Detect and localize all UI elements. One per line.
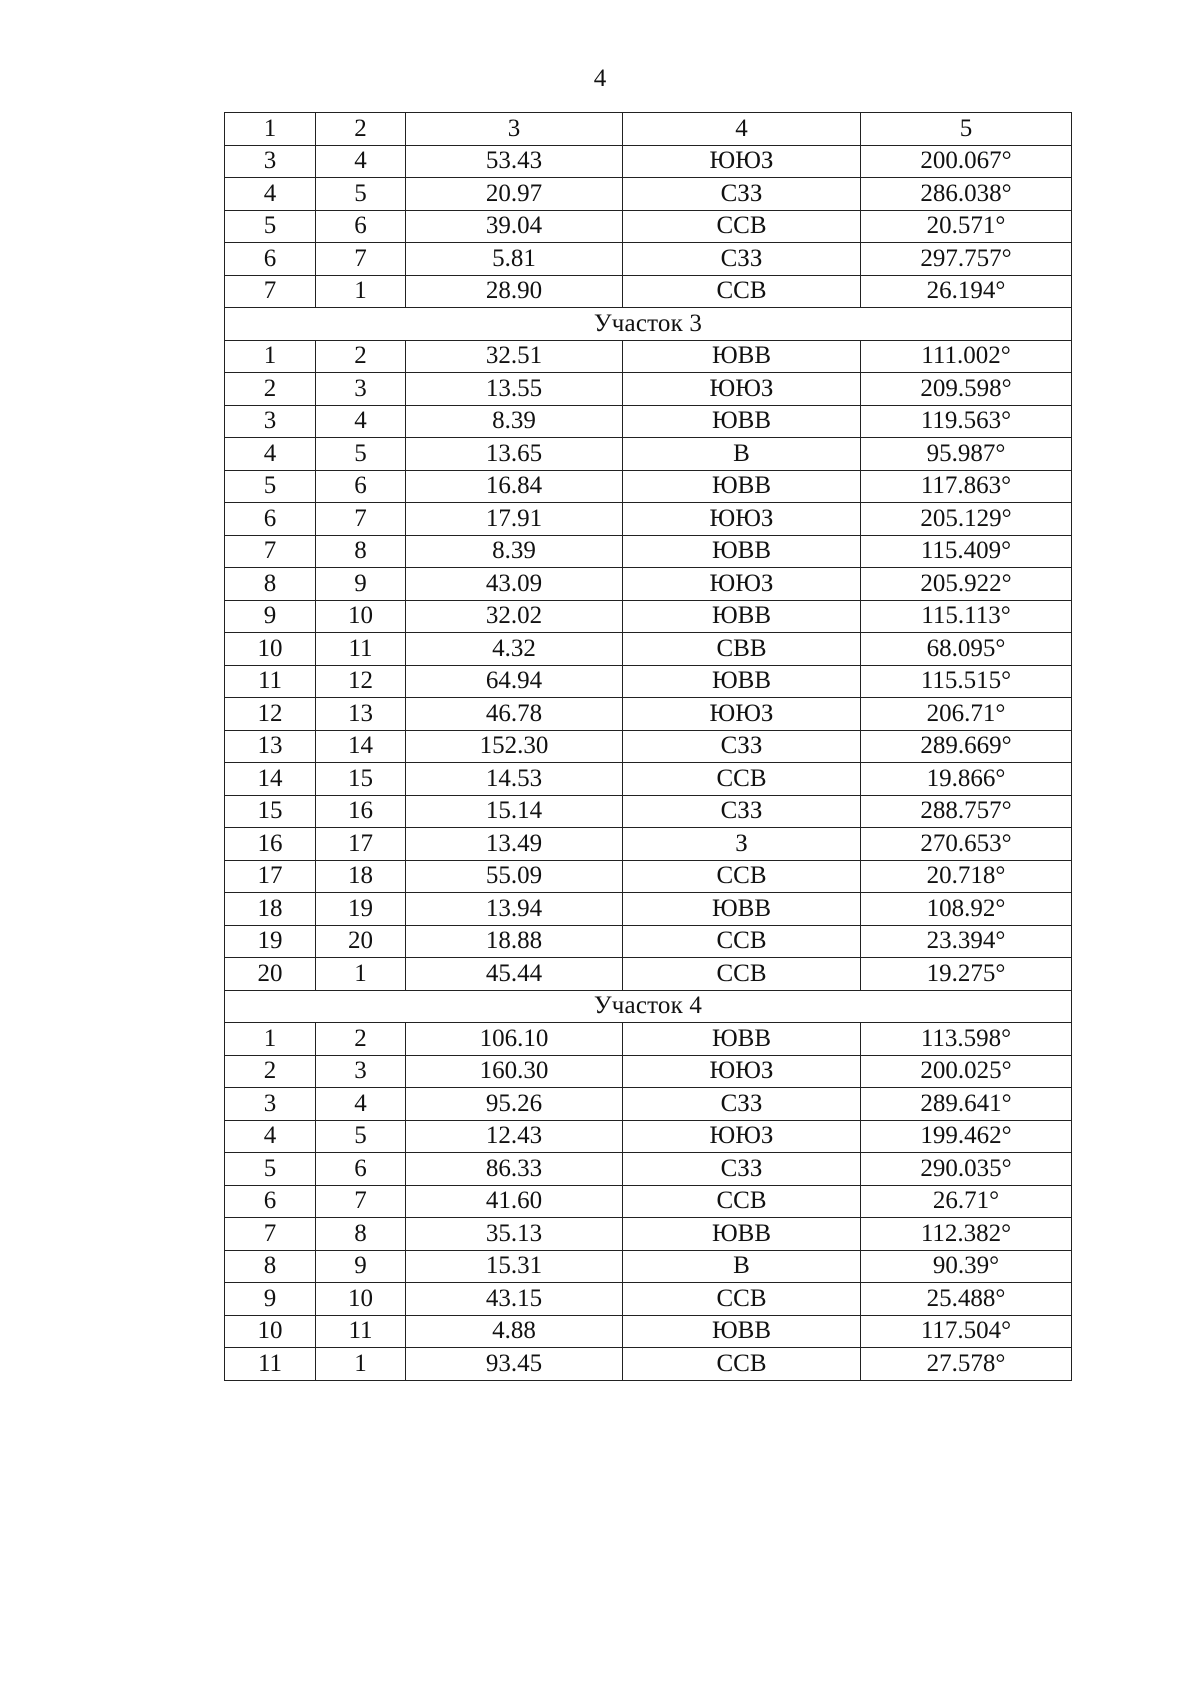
to-point-cell: 5	[316, 438, 406, 471]
to-point-cell: 7	[316, 1185, 406, 1218]
to-point-cell: 18	[316, 860, 406, 893]
to-point-cell: 10	[316, 600, 406, 633]
azimuth-cell: 119.563°	[861, 405, 1072, 438]
direction-cell: СЗЗ	[623, 1153, 861, 1186]
azimuth-cell: 68.095°	[861, 633, 1072, 666]
azimuth-cell: 27.578°	[861, 1348, 1072, 1381]
direction-cell: ЮВВ	[623, 893, 861, 926]
distance-cell: 20.97	[406, 178, 623, 211]
to-point-cell: 2	[316, 340, 406, 373]
azimuth-cell: 289.669°	[861, 730, 1072, 763]
column-number-3: 3	[406, 113, 623, 146]
distance-cell: 16.84	[406, 470, 623, 503]
table-row	[225, 925, 1072, 958]
to-point-cell: 3	[316, 1055, 406, 1088]
table-row	[225, 373, 1072, 406]
direction-cell: В	[623, 438, 861, 471]
from-point-cell: 5	[225, 210, 316, 243]
to-point-cell: 17	[316, 828, 406, 861]
distance-cell: 45.44	[406, 958, 623, 991]
direction-cell: ЮВВ	[623, 535, 861, 568]
table-row	[225, 828, 1072, 861]
azimuth-cell: 205.129°	[861, 503, 1072, 536]
azimuth-cell: 112.382°	[861, 1218, 1072, 1251]
distance-cell: 39.04	[406, 210, 623, 243]
column-number-5: 5	[861, 113, 1072, 146]
direction-cell: ССВ	[623, 1185, 861, 1218]
distance-cell: 15.14	[406, 795, 623, 828]
direction-cell: ЮВВ	[623, 405, 861, 438]
direction-cell: ЮЮЗ	[623, 373, 861, 406]
distance-cell: 41.60	[406, 1185, 623, 1218]
azimuth-cell: 26.194°	[861, 275, 1072, 308]
azimuth-cell: 270.653°	[861, 828, 1072, 861]
from-point-cell: 18	[225, 893, 316, 926]
table-body	[225, 113, 1072, 1381]
direction-cell: ЮВВ	[623, 1218, 861, 1251]
table-row	[225, 1250, 1072, 1283]
to-point-cell: 6	[316, 470, 406, 503]
distance-cell: 35.13	[406, 1218, 623, 1251]
from-point-cell: 13	[225, 730, 316, 763]
azimuth-cell: 20.718°	[861, 860, 1072, 893]
direction-cell: ССВ	[623, 275, 861, 308]
from-point-cell: 9	[225, 600, 316, 633]
section-title-row	[225, 308, 1072, 341]
from-point-cell: 11	[225, 665, 316, 698]
azimuth-cell: 19.275°	[861, 958, 1072, 991]
azimuth-cell: 200.025°	[861, 1055, 1072, 1088]
to-point-cell: 16	[316, 795, 406, 828]
distance-cell: 28.90	[406, 275, 623, 308]
from-point-cell: 9	[225, 1283, 316, 1316]
from-point-cell: 4	[225, 178, 316, 211]
from-point-cell: 6	[225, 243, 316, 276]
table-row	[225, 178, 1072, 211]
direction-cell: СЗЗ	[623, 1088, 861, 1121]
from-point-cell: 1	[225, 1023, 316, 1056]
distance-cell: 160.30	[406, 1055, 623, 1088]
azimuth-cell: 286.038°	[861, 178, 1072, 211]
from-point-cell: 10	[225, 633, 316, 666]
to-point-cell: 11	[316, 633, 406, 666]
to-point-cell: 5	[316, 178, 406, 211]
to-point-cell: 6	[316, 1153, 406, 1186]
azimuth-cell: 117.863°	[861, 470, 1072, 503]
azimuth-cell: 23.394°	[861, 925, 1072, 958]
table-row	[225, 730, 1072, 763]
table-row	[225, 243, 1072, 276]
table-row	[225, 763, 1072, 796]
table-row	[225, 860, 1072, 893]
azimuth-cell: 90.39°	[861, 1250, 1072, 1283]
azimuth-cell: 199.462°	[861, 1120, 1072, 1153]
distance-cell: 93.45	[406, 1348, 623, 1381]
direction-cell: СЗЗ	[623, 730, 861, 763]
to-point-cell: 20	[316, 925, 406, 958]
from-point-cell: 14	[225, 763, 316, 796]
distance-cell: 12.43	[406, 1120, 623, 1153]
distance-cell: 43.09	[406, 568, 623, 601]
from-point-cell: 3	[225, 1088, 316, 1121]
from-point-cell: 19	[225, 925, 316, 958]
from-point-cell: 17	[225, 860, 316, 893]
from-point-cell: 7	[225, 1218, 316, 1251]
table-row	[225, 1088, 1072, 1121]
to-point-cell: 19	[316, 893, 406, 926]
from-point-cell: 2	[225, 1055, 316, 1088]
from-point-cell: 4	[225, 438, 316, 471]
direction-cell: ССВ	[623, 958, 861, 991]
from-point-cell: 16	[225, 828, 316, 861]
direction-cell: СВВ	[623, 633, 861, 666]
to-point-cell: 14	[316, 730, 406, 763]
azimuth-cell: 95.987°	[861, 438, 1072, 471]
column-number-2: 2	[316, 113, 406, 146]
to-point-cell: 11	[316, 1315, 406, 1348]
to-point-cell: 4	[316, 1088, 406, 1121]
from-point-cell: 7	[225, 535, 316, 568]
to-point-cell: 1	[316, 275, 406, 308]
to-point-cell: 7	[316, 243, 406, 276]
distance-cell: 13.65	[406, 438, 623, 471]
table-row	[225, 438, 1072, 471]
direction-cell: ЮЮЗ	[623, 1120, 861, 1153]
from-point-cell: 1	[225, 340, 316, 373]
direction-cell: ЮЮЗ	[623, 568, 861, 601]
distance-cell: 53.43	[406, 145, 623, 178]
from-point-cell: 4	[225, 1120, 316, 1153]
table-row	[225, 665, 1072, 698]
from-point-cell: 6	[225, 1185, 316, 1218]
page-number: 4	[593, 65, 607, 92]
section-title: Участок 4	[225, 990, 1072, 1023]
direction-cell: ССВ	[623, 763, 861, 796]
table-row	[225, 1283, 1072, 1316]
table-row	[225, 1120, 1072, 1153]
distance-cell: 46.78	[406, 698, 623, 731]
distance-cell: 106.10	[406, 1023, 623, 1056]
distance-cell: 17.91	[406, 503, 623, 536]
distance-cell: 4.88	[406, 1315, 623, 1348]
direction-cell: З	[623, 828, 861, 861]
from-point-cell: 3	[225, 145, 316, 178]
to-point-cell: 6	[316, 210, 406, 243]
table-row	[225, 795, 1072, 828]
direction-cell: ЮЮЗ	[623, 1055, 861, 1088]
direction-cell: ССВ	[623, 1283, 861, 1316]
section-title: Участок 3	[225, 308, 1072, 341]
azimuth-cell: 113.598°	[861, 1023, 1072, 1056]
from-point-cell: 7	[225, 275, 316, 308]
azimuth-cell: 108.92°	[861, 893, 1072, 926]
table-row	[225, 340, 1072, 373]
azimuth-cell: 209.598°	[861, 373, 1072, 406]
from-point-cell: 5	[225, 1153, 316, 1186]
distance-cell: 15.31	[406, 1250, 623, 1283]
bearings-table	[224, 112, 1072, 1381]
column-number-1: 1	[225, 113, 316, 146]
distance-cell: 8.39	[406, 535, 623, 568]
from-point-cell: 12	[225, 698, 316, 731]
azimuth-cell: 19.866°	[861, 763, 1072, 796]
table-row	[225, 1315, 1072, 1348]
table-row	[225, 405, 1072, 438]
distance-cell: 152.30	[406, 730, 623, 763]
table-row	[225, 535, 1072, 568]
distance-cell: 13.55	[406, 373, 623, 406]
direction-cell: ССВ	[623, 925, 861, 958]
table-row	[225, 1185, 1072, 1218]
direction-cell: В	[623, 1250, 861, 1283]
distance-cell: 86.33	[406, 1153, 623, 1186]
direction-cell: ССВ	[623, 210, 861, 243]
column-number-row	[225, 113, 1072, 146]
distance-cell: 5.81	[406, 243, 623, 276]
distance-cell: 4.32	[406, 633, 623, 666]
distance-cell: 64.94	[406, 665, 623, 698]
column-number-4: 4	[623, 113, 861, 146]
azimuth-cell: 26.71°	[861, 1185, 1072, 1218]
direction-cell: ЮВВ	[623, 340, 861, 373]
distance-cell: 18.88	[406, 925, 623, 958]
azimuth-cell: 117.504°	[861, 1315, 1072, 1348]
azimuth-cell: 20.571°	[861, 210, 1072, 243]
distance-cell: 13.49	[406, 828, 623, 861]
table-row	[225, 1348, 1072, 1381]
direction-cell: ЮВВ	[623, 600, 861, 633]
direction-cell: СЗЗ	[623, 243, 861, 276]
from-point-cell: 5	[225, 470, 316, 503]
direction-cell: ЮЮЗ	[623, 503, 861, 536]
azimuth-cell: 206.71°	[861, 698, 1072, 731]
direction-cell: СЗЗ	[623, 795, 861, 828]
table-row	[225, 1218, 1072, 1251]
distance-cell: 8.39	[406, 405, 623, 438]
to-point-cell: 8	[316, 1218, 406, 1251]
table-row	[225, 1055, 1072, 1088]
table-row	[225, 633, 1072, 666]
distance-cell: 95.26	[406, 1088, 623, 1121]
to-point-cell: 12	[316, 665, 406, 698]
direction-cell: ЮВВ	[623, 1315, 861, 1348]
azimuth-cell: 25.488°	[861, 1283, 1072, 1316]
table-row	[225, 503, 1072, 536]
direction-cell: ЮВВ	[623, 665, 861, 698]
distance-cell: 32.51	[406, 340, 623, 373]
to-point-cell: 9	[316, 1250, 406, 1283]
azimuth-cell: 115.409°	[861, 535, 1072, 568]
direction-cell: ЮВВ	[623, 1023, 861, 1056]
from-point-cell: 3	[225, 405, 316, 438]
to-point-cell: 7	[316, 503, 406, 536]
table-row	[225, 568, 1072, 601]
section-title-row	[225, 990, 1072, 1023]
to-point-cell: 8	[316, 535, 406, 568]
distance-cell: 43.15	[406, 1283, 623, 1316]
direction-cell: ЮЮЗ	[623, 145, 861, 178]
azimuth-cell: 200.067°	[861, 145, 1072, 178]
direction-cell: ЮВВ	[623, 470, 861, 503]
to-point-cell: 5	[316, 1120, 406, 1153]
azimuth-cell: 115.515°	[861, 665, 1072, 698]
table-row	[225, 1023, 1072, 1056]
to-point-cell: 4	[316, 405, 406, 438]
azimuth-cell: 297.757°	[861, 243, 1072, 276]
direction-cell: ССВ	[623, 1348, 861, 1381]
direction-cell: СЗЗ	[623, 178, 861, 211]
table-row	[225, 145, 1072, 178]
distance-cell: 55.09	[406, 860, 623, 893]
to-point-cell: 15	[316, 763, 406, 796]
to-point-cell: 1	[316, 1348, 406, 1381]
azimuth-cell: 115.113°	[861, 600, 1072, 633]
azimuth-cell: 205.922°	[861, 568, 1072, 601]
from-point-cell: 6	[225, 503, 316, 536]
direction-cell: ЮЮЗ	[623, 698, 861, 731]
from-point-cell: 2	[225, 373, 316, 406]
table-row	[225, 1153, 1072, 1186]
table-row	[225, 698, 1072, 731]
from-point-cell: 15	[225, 795, 316, 828]
direction-cell: ССВ	[623, 860, 861, 893]
to-point-cell: 3	[316, 373, 406, 406]
distance-cell: 13.94	[406, 893, 623, 926]
distance-cell: 14.53	[406, 763, 623, 796]
azimuth-cell: 111.002°	[861, 340, 1072, 373]
from-point-cell: 20	[225, 958, 316, 991]
from-point-cell: 8	[225, 568, 316, 601]
table-row	[225, 470, 1072, 503]
to-point-cell: 1	[316, 958, 406, 991]
from-point-cell: 8	[225, 1250, 316, 1283]
table-row	[225, 275, 1072, 308]
azimuth-cell: 290.035°	[861, 1153, 1072, 1186]
from-point-cell: 11	[225, 1348, 316, 1381]
from-point-cell: 10	[225, 1315, 316, 1348]
to-point-cell: 9	[316, 568, 406, 601]
table-row	[225, 210, 1072, 243]
azimuth-cell: 289.641°	[861, 1088, 1072, 1121]
to-point-cell: 13	[316, 698, 406, 731]
azimuth-cell: 288.757°	[861, 795, 1072, 828]
table-row	[225, 600, 1072, 633]
table-row	[225, 958, 1072, 991]
to-point-cell: 4	[316, 145, 406, 178]
to-point-cell: 10	[316, 1283, 406, 1316]
distance-cell: 32.02	[406, 600, 623, 633]
to-point-cell: 2	[316, 1023, 406, 1056]
table-row	[225, 893, 1072, 926]
